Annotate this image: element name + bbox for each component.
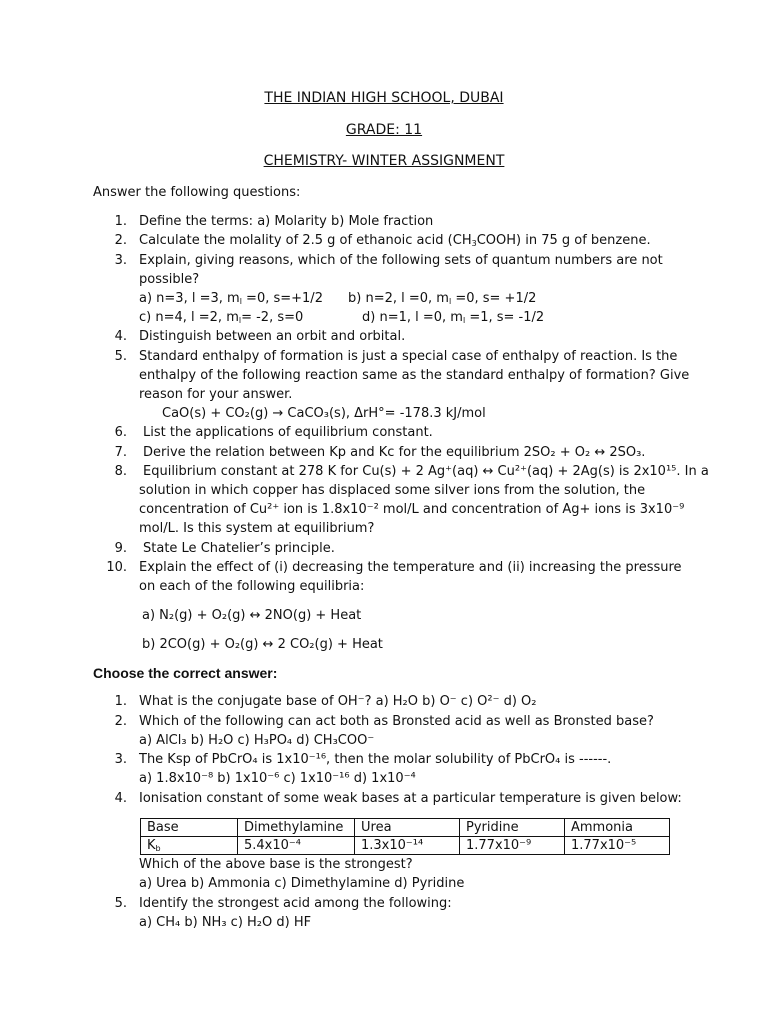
question-number: 1. <box>114 214 127 229</box>
question-number: 10. <box>106 560 127 575</box>
question-number: 6. <box>114 425 127 440</box>
section-heading: Choose the correct answer: <box>93 665 278 681</box>
mcq-4-options: a) Urea b) Ammonia c) Dimethylamine d) Pyridine <box>139 876 465 891</box>
school-name: THE INDIAN HIGH SCHOOL, DUBAI <box>264 90 504 106</box>
mcq-2: Which of the following can act both as Bronsted acid as well as Bronsted base? <box>139 714 654 729</box>
equilibrium-a: a) N₂(g) + O₂(g) ↔ 2NO(g) + Heat <box>142 608 362 623</box>
mcq-5: Identify the strongest acid among the following: <box>139 896 452 911</box>
question-number: 3. <box>114 253 127 268</box>
question-number: 5. <box>114 896 127 911</box>
mcq-3-options: a) 1.8x10⁻⁸ b) 1x10⁻⁶ c) 1x10⁻¹⁶ d) 1x10⁻⁴ <box>139 771 416 786</box>
question-5: Standard enthalpy of formation is just a special case of enthalpy of reaction. Is the <box>139 349 678 364</box>
question-number: 1. <box>114 694 127 709</box>
question-8-cont: mol/L. Is this system at equilibrium? <box>139 521 375 536</box>
question-6: List the applications of equilibrium constant. <box>143 425 433 440</box>
question-5-cont: reason for your answer. <box>139 387 293 402</box>
table-cell: 1.77x10⁻⁵ <box>565 837 670 855</box>
grade-label: GRADE: 11 <box>345 122 423 138</box>
question-10: Explain the effect of (i) decreasing the temperature and (ii) increasing the pressure <box>139 560 682 575</box>
table-cell: Urea <box>355 819 460 837</box>
question-1: Define the terms: a) Molarity b) Mole fraction <box>139 214 434 229</box>
reaction-equation: CaO(s) + CO₂(g) → CaCO₃(s), ΔrH°= -178.3 kJ/mol <box>162 406 486 421</box>
question-10-cont: on each of the following equilibria: <box>139 579 365 594</box>
mcq-3: The Ksp of PbCrO₄ is 1x10⁻¹⁶, then the molar solubility of PbCrO₄ is ------. <box>139 752 612 767</box>
mcq-4-question: Which of the above base is the strongest? <box>139 857 413 872</box>
question-8-cont: solution in which copper has displaced some silver ions from the solution, the <box>139 483 646 498</box>
question-number: 9. <box>114 541 127 556</box>
question-number: 5. <box>114 349 127 364</box>
question-number: 7. <box>114 445 127 460</box>
question-number: 4. <box>114 791 127 806</box>
instructions: Answer the following questions: <box>93 185 301 200</box>
table-cell: Dimethylamine <box>238 819 355 837</box>
question-number: 2. <box>114 714 127 729</box>
mcq-2-options: a) AlCl₃ b) H₂O c) H₃PO₄ d) CH₃COO⁻ <box>139 733 375 748</box>
table-cell: 1.77x10⁻⁹ <box>460 837 565 855</box>
table-cell: 5.4x10⁻⁴ <box>238 837 355 855</box>
table-cell: Base <box>141 819 238 837</box>
table-cell: 1.3x10⁻¹⁴ <box>355 837 460 855</box>
mcq-4: Ionisation constant of some weak bases at a particular temperature is given below: <box>139 791 682 806</box>
question-4: Distinguish between an orbit and orbital. <box>139 329 406 344</box>
table-row <box>141 819 670 837</box>
quantum-set-b: b) n=2, l =0, $m_l =0$, s= +1/2 <box>348 291 537 306</box>
ionisation-table <box>140 818 670 855</box>
question-3-cont: possible? <box>139 272 200 287</box>
question-number: 4. <box>114 329 127 344</box>
question-9: State Le Chatelier’s principle. <box>143 541 335 556</box>
question-number: 3. <box>114 752 127 767</box>
question-number: 8. <box>114 464 127 479</box>
mcq-1: What is the conjugate base of OH⁻? a) H₂O b) O⁻ c) O²⁻ d) O₂ <box>139 694 537 709</box>
table-cell: $K_b$ <box>141 837 238 855</box>
assignment-title: CHEMISTRY- WINTER ASSIGNMENT <box>263 153 505 169</box>
question-7: Derive the relation between Kp and Kc for the equilibrium 2SO₂ + O₂ ↔ 2SO₃. <box>143 445 646 460</box>
table-row <box>141 837 670 855</box>
question-8: Equilibrium constant at 278 K for Cu(s) + 2 Ag⁺(aq) ↔ Cu²⁺(aq) + 2Ag(s) is 2x10¹⁵. In a <box>143 464 709 479</box>
question-number: 2. <box>114 233 127 248</box>
question-8-cont: concentration of Cu²⁺ ion is 1.8x10⁻² mol/L and concentration of Ag+ ions is 3x10⁻⁹ <box>139 502 685 517</box>
question-2: Calculate the molality of 2.5 g of ethanoic acid $(CH_3COOH)$ in 75 g of benzene. <box>139 233 651 248</box>
equilibrium-b: b) 2CO(g) + O₂(g) ↔ 2 CO₂(g) + Heat <box>142 637 383 652</box>
question-5-cont: enthalpy of the following reaction same as the standard enthalpy of formation? Give <box>139 368 690 383</box>
quantum-set-a: a) n=3, l =3, $m_l =0$, s=+1/2 <box>139 291 323 306</box>
question-3: Explain, giving reasons, which of the following sets of quantum numbers are not <box>139 253 663 268</box>
quantum-set-c: c) n=4, l =2, $m_l= -2$, s=0 <box>139 310 304 325</box>
table-cell: Pyridine <box>460 819 565 837</box>
mcq-5-options: a) CH₄ b) NH₃ c) H₂O d) HF <box>139 915 312 930</box>
quantum-set-d: d) n=1, l =0, $m_l =1$, s= -1/2 <box>362 310 545 325</box>
table-cell: Ammonia <box>565 819 670 837</box>
